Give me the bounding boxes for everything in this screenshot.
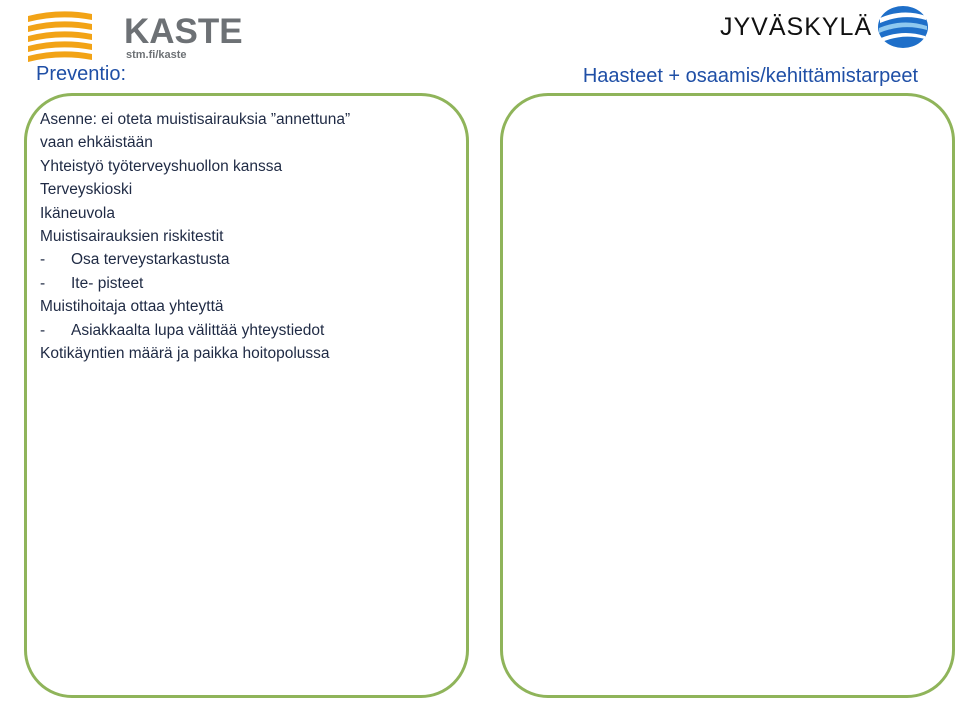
kaste-logo (26, 8, 243, 66)
dash-bullet: - (40, 321, 46, 339)
sub-list-item-text: Ite- pisteet (71, 274, 144, 292)
list-item: Ikäneuvola (40, 204, 115, 222)
preventio-heading: Preventio: (36, 63, 127, 85)
sub-list-item (40, 272, 460, 295)
sub-list-item-text: Asiakkaalta lupa välittää yhteystiedot (71, 321, 325, 339)
preventio-list (40, 108, 460, 365)
kaste-wordmark: KASTE (124, 12, 243, 51)
kaste-subtitle: stm.fi/kaste (126, 49, 187, 61)
sub-list-item-text: Osa terveystarkastusta (71, 251, 230, 269)
list-item: Muistihoitaja ottaa yhteyttä (40, 298, 224, 316)
dash-bullet: - (40, 251, 46, 269)
sub-list-item (40, 319, 460, 342)
challenges-box (500, 93, 955, 698)
list-item: Yhteistyö työterveyshuollon kanssa (40, 157, 283, 175)
list-item: Kotikäyntien määrä ja paikka hoitopolussa (40, 345, 330, 363)
dash-bullet: - (40, 274, 46, 292)
sub-list-item (40, 248, 460, 271)
list-item: Asenne: ei oteta muistisairauksia ”annettuna” (40, 111, 351, 128)
jyvaskyla-logo (720, 2, 930, 52)
challenges-heading: Haasteet + osaamis/kehittämistarpeet (582, 65, 918, 87)
list-item: vaan ehkäistään (40, 134, 153, 152)
kaste-wave-icon (26, 8, 96, 66)
jyvaskyla-globe-icon (876, 4, 930, 50)
list-item: Terveyskioski (40, 181, 133, 199)
jyvaskyla-wordmark: JYVÄSKYLÄ (720, 13, 873, 41)
list-item: Muistisairauksien riskitestit (40, 228, 224, 246)
